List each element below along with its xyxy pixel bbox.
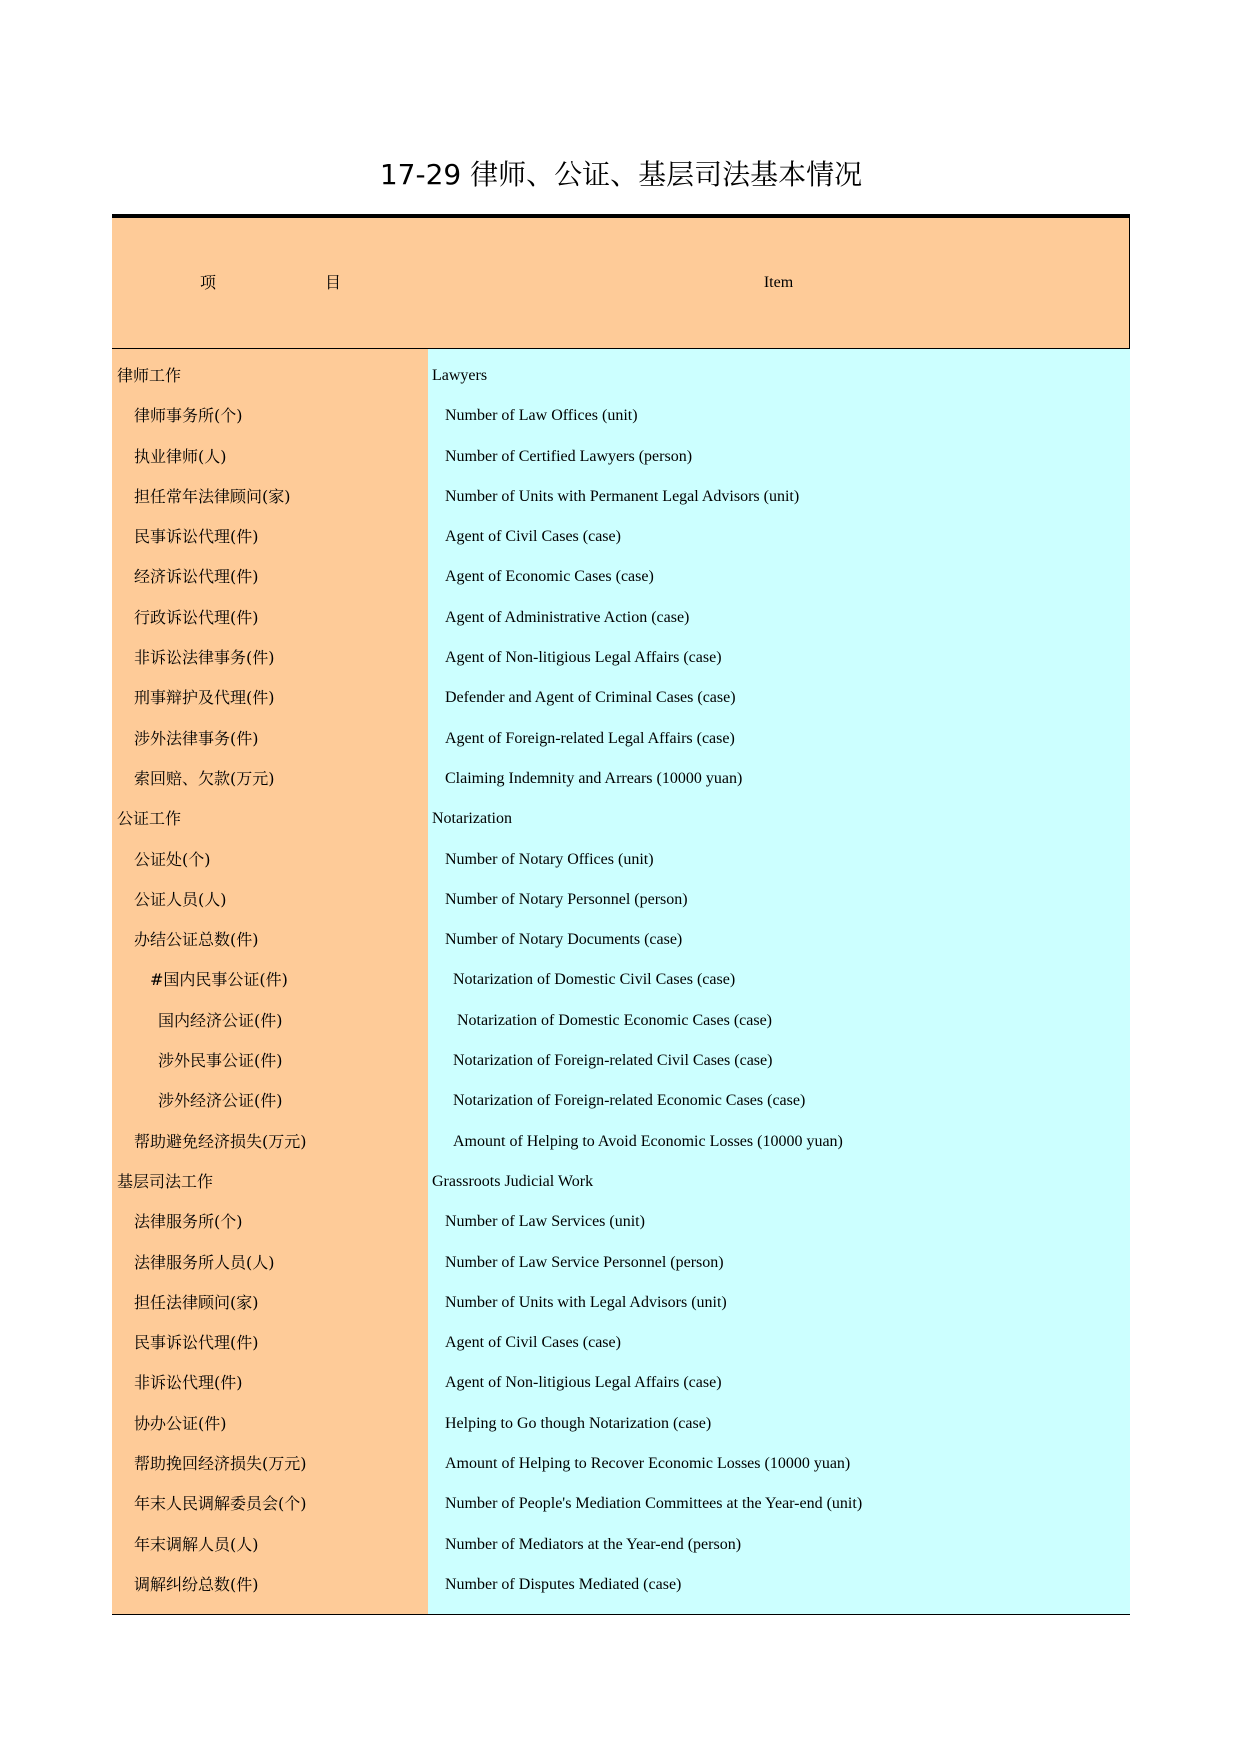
row-label-cn: 非诉讼法律事务(件)	[134, 648, 275, 668]
row-label-cn: 国内经济公证(件)	[158, 1010, 283, 1030]
table-row	[112, 437, 1130, 477]
row-label-cn: 非诉讼代理(件)	[134, 1373, 243, 1393]
header-cn-right: 目	[325, 273, 342, 292]
row-label-en: Agent of Civil Cases (case)	[445, 1334, 621, 1352]
row-label-en: Number of Notary Documents (case)	[445, 931, 683, 949]
row-label-en: Number of Notary Offices (unit)	[445, 850, 654, 868]
row-label-cn: 刑事辩护及代理(件)	[134, 688, 275, 708]
table-row	[112, 1202, 1130, 1242]
row-label-en: Number of Certified Lawyers (person)	[445, 447, 693, 465]
row-label-en: Number of Notary Personnel (person)	[445, 890, 688, 908]
row-label-en: Helping to Go though Notarization (case)	[445, 1414, 712, 1432]
row-label-en: Notarization of Foreign-related Economic Cases (case)	[453, 1092, 806, 1110]
table-row	[112, 517, 1130, 557]
table-row	[112, 1243, 1130, 1283]
table-row	[112, 719, 1130, 759]
table-row	[112, 638, 1130, 678]
row-label-cn: 执业律师(人)	[134, 446, 227, 466]
row-label-cn: 担任法律顾问(家)	[134, 1292, 259, 1312]
row-label-cn: 担任常年法律顾问(家)	[134, 486, 291, 506]
row-label-cn: #国内民事公证(件)	[150, 970, 288, 990]
row-label-en: Number of Mediators at the Year-end (person)	[445, 1535, 742, 1553]
row-label-cn: 律师工作	[117, 366, 182, 385]
row-label-cn: 经济诉讼代理(件)	[134, 567, 259, 587]
table-row	[112, 799, 1130, 839]
table-row	[112, 1444, 1130, 1484]
row-label-cn: 基层司法工作	[117, 1171, 214, 1191]
row-label-en: Agent of Economic Cases (case)	[445, 568, 654, 586]
header-en: Item	[763, 274, 794, 291]
table-row	[112, 1122, 1130, 1162]
table-rows	[112, 356, 1130, 1605]
table-row	[112, 598, 1130, 638]
row-label-en: Lawyers	[432, 367, 488, 384]
row-label-en: Number of Law Service Personnel (person)	[445, 1253, 724, 1271]
row-label-cn: 调解纠纷总数(件)	[134, 1574, 259, 1594]
row-label-en: Defender and Agent of Criminal Cases (case)	[445, 689, 736, 707]
table-row	[112, 840, 1130, 880]
header-cn-left: 项	[200, 273, 217, 292]
table-row	[112, 678, 1130, 718]
row-label-en: Agent of Civil Cases (case)	[445, 528, 621, 546]
row-label-en: Number of People's Mediation Committees at the Year-end (unit)	[445, 1495, 863, 1513]
table-row	[112, 920, 1130, 960]
row-label-cn: 律师事务所(个)	[134, 406, 243, 426]
table-row	[112, 1001, 1130, 1041]
row-label-en: Notarization of Foreign-related Civil Cases (case)	[453, 1052, 773, 1070]
table-row	[112, 477, 1130, 517]
row-label-en: Agent of Non-litigious Legal Affairs (case)	[445, 649, 722, 667]
row-label-cn: 帮助避免经济损失(万元)	[134, 1131, 307, 1151]
row-label-cn: 年末调解人员(人)	[134, 1534, 259, 1554]
table-row	[112, 960, 1130, 1000]
row-label-cn: 年末人民调解委员会(个)	[134, 1494, 307, 1514]
table-header	[112, 218, 1130, 349]
bottom-rule	[112, 1614, 1130, 1615]
row-label-en: Number of Disputes Mediated (case)	[445, 1575, 682, 1593]
row-label-en: Notarization	[432, 810, 512, 828]
row-label-en: Agent of Foreign-related Legal Affairs (case)	[445, 729, 735, 747]
table-row	[112, 1081, 1130, 1121]
table-row	[112, 1525, 1130, 1565]
table-row	[112, 356, 1130, 396]
row-label-en: Notarization of Domestic Civil Cases (case)	[453, 971, 736, 989]
table-row	[112, 396, 1130, 436]
row-label-en: Amount of Helping to Recover Economic Losses (10000 yuan)	[445, 1455, 851, 1473]
table-row	[112, 1323, 1130, 1363]
row-label-cn: 公证工作	[117, 809, 182, 829]
row-label-cn: 法律服务所人员(人)	[134, 1252, 275, 1272]
row-label-cn: 公证处(个)	[134, 849, 211, 869]
table-row	[112, 557, 1130, 597]
row-label-cn: 帮助挽回经济损失(万元)	[134, 1454, 307, 1474]
row-label-cn: 索回赔、欠款(万元)	[134, 768, 275, 788]
header-cn	[112, 218, 428, 348]
row-label-en: Grassroots Judicial Work	[432, 1172, 594, 1190]
table-row	[112, 1363, 1130, 1403]
row-label-cn: 协办公证(件)	[134, 1413, 227, 1433]
table-row	[112, 880, 1130, 920]
row-label-en: Number of Law Offices (unit)	[445, 407, 638, 425]
row-label-en: Number of Law Services (unit)	[445, 1213, 645, 1231]
table-row	[112, 1283, 1130, 1323]
row-label-cn: 办结公证总数(件)	[134, 930, 259, 950]
table-row	[112, 1041, 1130, 1081]
row-label-cn: 法律服务所(个)	[134, 1212, 243, 1232]
table-row	[112, 1565, 1130, 1605]
row-label-cn: 民事诉讼代理(件)	[134, 1333, 259, 1353]
row-label-en: Notarization of Domestic Economic Cases (case)	[457, 1011, 772, 1029]
row-label-en: Number of Units with Legal Advisors (unit)	[445, 1293, 727, 1311]
row-label-cn: 行政诉讼代理(件)	[134, 607, 259, 627]
row-label-cn: 民事诉讼代理(件)	[134, 527, 259, 547]
row-label-en: Number of Units with Permanent Legal Advisors (unit)	[445, 487, 800, 505]
row-label-en: Agent of Non-litigious Legal Affairs (case)	[445, 1374, 722, 1392]
row-label-cn: 涉外法律事务(件)	[134, 728, 259, 748]
table-row	[112, 1162, 1130, 1202]
row-label-en: Agent of Administrative Action (case)	[445, 608, 690, 626]
row-label-cn: 公证人员(人)	[134, 889, 227, 909]
page-title: 17-29 律师、公证、基层司法基本情况	[379, 158, 863, 191]
row-label-cn: 涉外民事公证(件)	[158, 1051, 283, 1071]
row-label-en: Claiming Indemnity and Arrears (10000 yuan)	[445, 769, 743, 787]
table-row	[112, 759, 1130, 799]
table-row	[112, 1404, 1130, 1444]
table-body	[112, 349, 1130, 1614]
row-label-en: Amount of Helping to Avoid Economic Losses (10000 yuan)	[453, 1132, 843, 1150]
table-row	[112, 1484, 1130, 1524]
row-label-cn: 涉外经济公证(件)	[158, 1091, 283, 1111]
